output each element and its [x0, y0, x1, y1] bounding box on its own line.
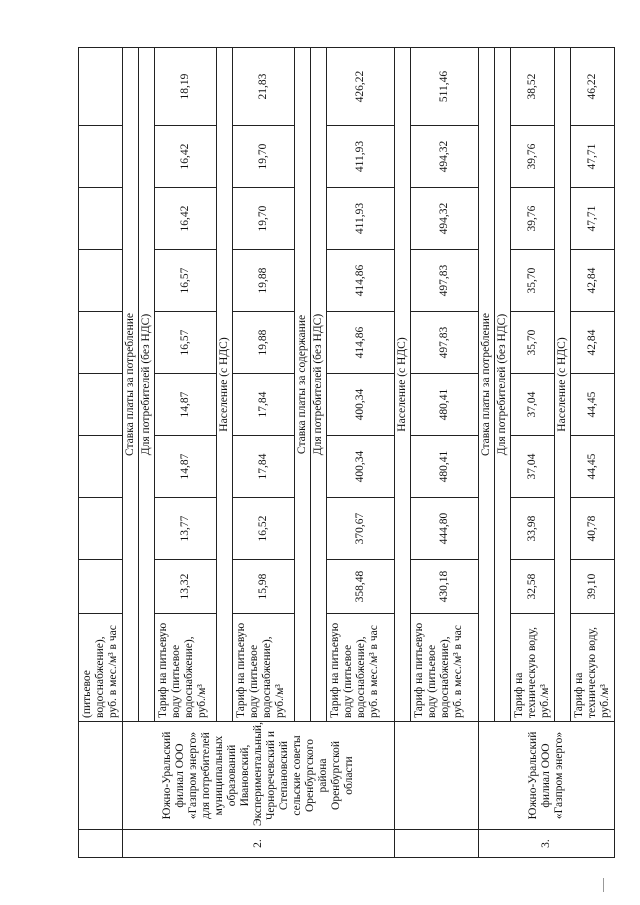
value-cell: 40,78	[571, 498, 615, 560]
value-cell: 426,22	[327, 48, 395, 126]
value-cell: 19,70	[233, 126, 295, 188]
value-cell: 370,67	[327, 498, 395, 560]
value-cell: 358,48	[327, 560, 395, 614]
section-index: 3.	[479, 830, 615, 858]
row-param: Тариф на питьевую воду (питьевое водоснабжение), руб./м³	[155, 614, 217, 722]
row-param: Тариф на питьевую воду (питьевое водоснабжение), руб. в мес./м³ в час	[327, 614, 395, 722]
band-label: Ставка платы за потребление	[479, 48, 495, 722]
band-label: Для потребителей (без НДС)	[495, 48, 511, 722]
value-cell: 37,04	[511, 436, 555, 498]
value-cell: 494,32	[411, 126, 479, 188]
value-cell: 14,87	[155, 436, 217, 498]
value-cell: 44,45	[571, 374, 615, 436]
value-cell: 16,57	[155, 250, 217, 312]
value-cell: 414,86	[327, 312, 395, 374]
value-cell: 47,71	[571, 126, 615, 188]
value-cell: 19,88	[233, 312, 295, 374]
value-cell: 46,22	[571, 48, 615, 126]
value-cell: 414,86	[327, 250, 395, 312]
value-cell: 400,34	[327, 436, 395, 498]
value-cell: 497,83	[411, 312, 479, 374]
row-param: Тариф на питьевую воду (питьевое водоснабжение), руб./м³	[233, 614, 295, 722]
band-label: Население (с НДС)	[555, 48, 571, 722]
row-param: Тариф на техническую воду, руб./м³	[511, 614, 555, 722]
row-param: Тариф на техническую воду, руб./м³	[571, 614, 615, 722]
band-row	[123, 48, 139, 858]
band-row	[395, 48, 411, 858]
band-label: Население (с НДС)	[395, 48, 411, 722]
band-label: Ставка платы за содержание	[295, 48, 311, 722]
band-label: Население (с НДС)	[217, 48, 233, 722]
value-cell: 19,88	[233, 250, 295, 312]
value-cell: 16,57	[155, 312, 217, 374]
value-cell: 400,34	[327, 374, 395, 436]
value-cell: 38,52	[511, 48, 555, 126]
value-cell: 17,84	[233, 436, 295, 498]
section-organization: Южно-Уральский филиал ООО «Газпром энерго» для потребителей муниципальных образований Ивановский, Экспериментальный, Черноречевский и Степановский сельские советы Оренбургского района Оренбургской области	[123, 722, 395, 830]
section-organization: Южно-Уральский филиал ООО «Газпром энерго»	[479, 722, 615, 830]
header-param-cell: (питьевое водоснабжение), руб. в мес./м³ в час	[79, 614, 123, 722]
row-param: Тариф на питьевую воду (питьевое водоснабжение), руб. в мес./м³ в час	[411, 614, 479, 722]
value-cell: 480,41	[411, 374, 479, 436]
value-cell: 18,19	[155, 48, 217, 126]
band-row	[479, 48, 495, 858]
value-cell: 14,87	[155, 374, 217, 436]
value-cell: 411,93	[327, 188, 395, 250]
value-cell: 39,10	[571, 560, 615, 614]
value-cell: 35,70	[511, 312, 555, 374]
value-cell: 16,42	[155, 126, 217, 188]
value-cell: 511,46	[411, 48, 479, 126]
value-cell: 16,42	[155, 188, 217, 250]
value-cell: 35,70	[511, 250, 555, 312]
band-label: Для потребителей (без НДС)	[311, 48, 327, 722]
tariff-table	[78, 47, 615, 858]
value-cell: 19,70	[233, 188, 295, 250]
rotated-tariff-table	[78, 48, 611, 858]
value-cell: 16,52	[233, 498, 295, 560]
band-label: Ставка платы за потребление	[123, 48, 139, 722]
value-cell: 47,71	[571, 188, 615, 250]
value-cell: 33,98	[511, 498, 555, 560]
table-row	[79, 48, 123, 858]
value-cell: 494,32	[411, 188, 479, 250]
value-cell: 480,41	[411, 436, 479, 498]
value-cell: 430,18	[411, 560, 479, 614]
value-cell: 411,93	[327, 126, 395, 188]
value-cell: 13,32	[155, 560, 217, 614]
scan-mark	[603, 878, 604, 892]
value-cell: 37,04	[511, 374, 555, 436]
value-cell: 15,98	[233, 560, 295, 614]
band-label: Для потребителей (без НДС)	[139, 48, 155, 722]
section-index: 2.	[123, 830, 395, 858]
value-cell: 13,77	[155, 498, 217, 560]
value-cell: 42,84	[571, 312, 615, 374]
value-cell: 42,84	[571, 250, 615, 312]
value-cell: 44,45	[571, 436, 615, 498]
value-cell: 17,84	[233, 374, 295, 436]
value-cell: 32,58	[511, 560, 555, 614]
value-cell: 497,83	[411, 250, 479, 312]
value-cell: 21,83	[233, 48, 295, 126]
value-cell: 444,80	[411, 498, 479, 560]
value-cell: 39,76	[511, 126, 555, 188]
value-cell: 39,76	[511, 188, 555, 250]
